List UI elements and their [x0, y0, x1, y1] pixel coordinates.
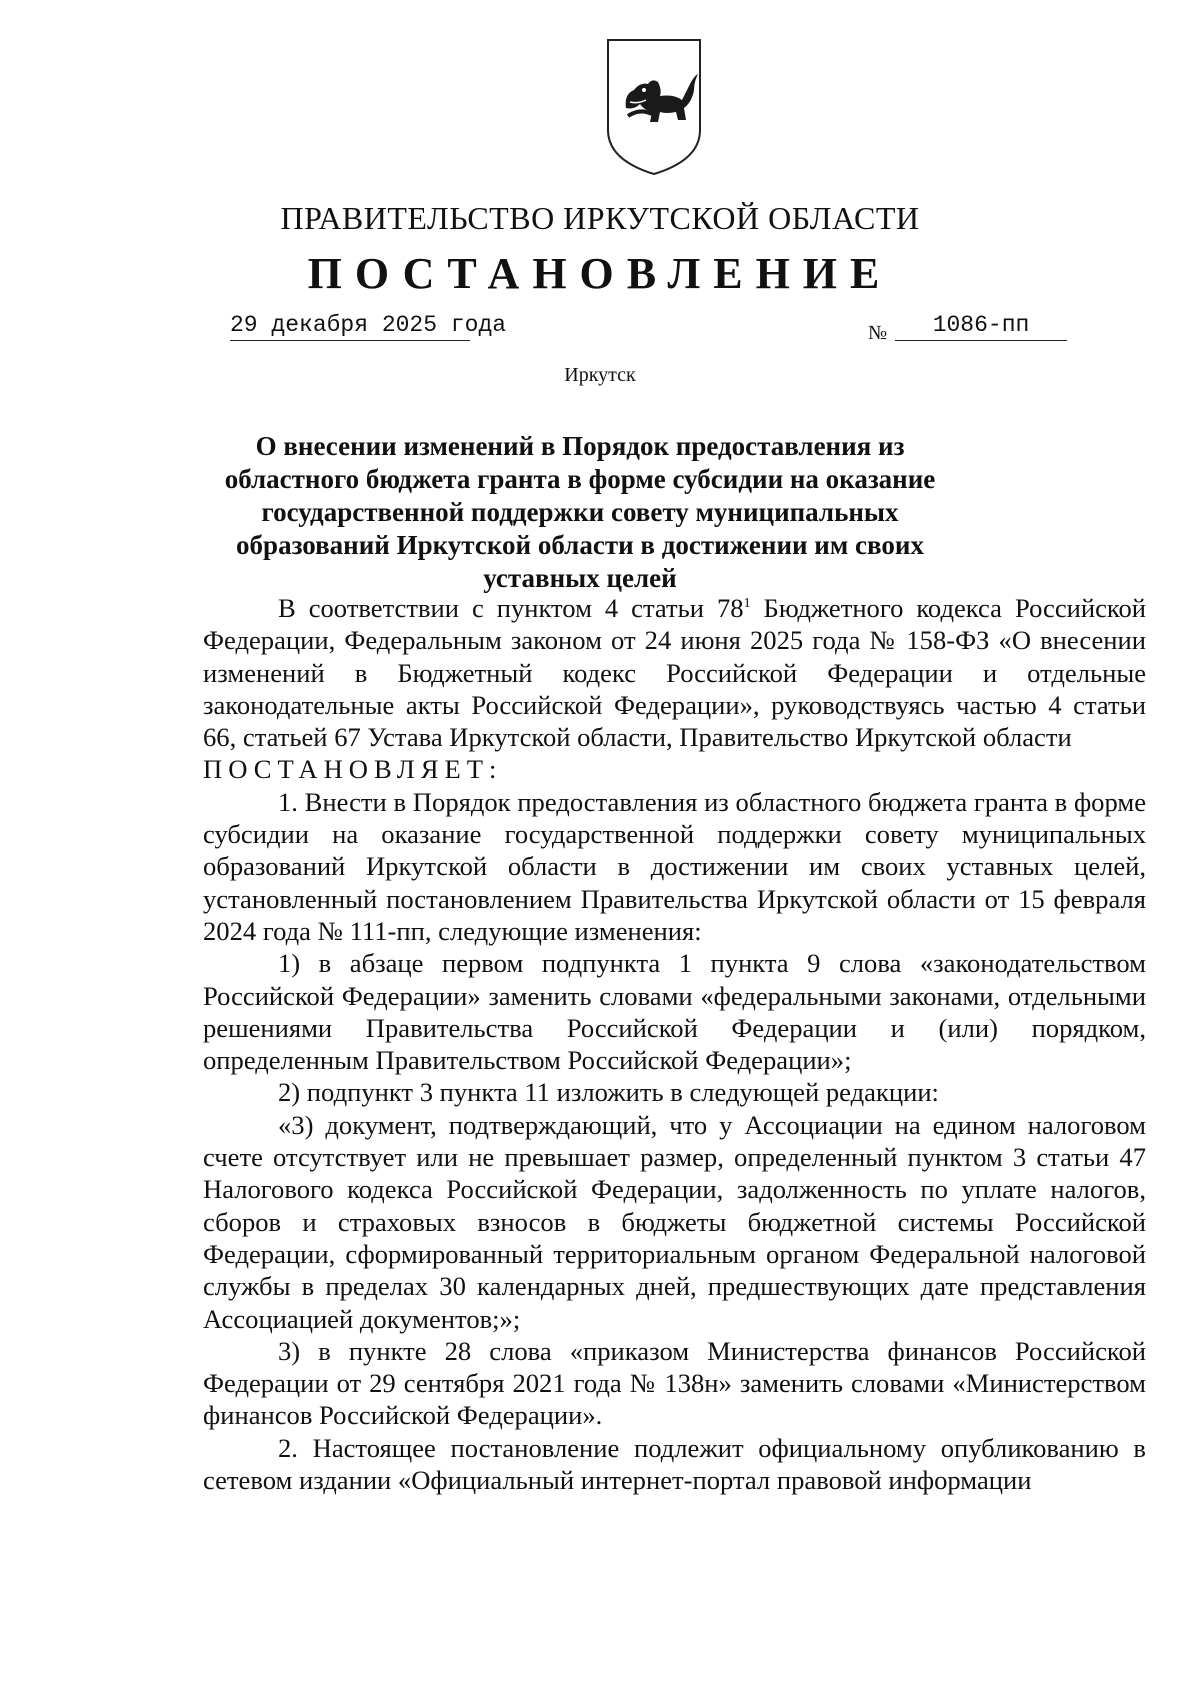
paragraph-1-2: 2) подпункт 3 пункта 11 изложить в следующей редакции: — [278, 1077, 939, 1108]
government-name: ПРАВИТЕЛЬСТВО ИРКУТСКОЙ ОБЛАСТИ — [280, 200, 920, 236]
preamble-text-end: Бюджетного кодекса Российской Федерации, Федеральным законом от 24 июня 2025 года № 158-ФЗ «О внесении изменений в Бюджетный кодекс Российской Федерации и отдельные законодательные акты Российской Федерации», руководствуясь частью 4 статьи 66, статьей 67 Устава Иркутской области, Правительство Иркутской области — [203, 593, 1147, 753]
document-body — [203, 592, 1146, 1496]
paragraph-1: 1. Внести в Порядок предоставления из областного бюджета гранта в форме субсидии на оказание государственной поддержки совету муниципальных образований Иркутской области в достижении им своих уставных целей, установленный постановлением Правительства Иркутской области от 15 февраля 2024 года № 111-пп, следующие изменения: — [203, 786, 1146, 946]
irkutsk-coat-of-arms-icon — [604, 38, 704, 178]
document-date: 29 декабря 2025 года — [230, 312, 470, 341]
document-type: ПОСТАНОВЛЕНИЕ — [307, 249, 893, 298]
paragraph-1-3: 3) в пункте 28 слова «приказом Министерства финансов Российской Федерации от 29 сентября 2021 года № 138н» заменить словами «Министерством финансов Российской Федерации». — [203, 1335, 1146, 1431]
preamble-text-start: В соответствии с пунктом 4 статьи 78 — [278, 593, 744, 623]
preamble-superscript: 1 — [743, 596, 751, 612]
paragraph-1-1: 1) в абзаце первом подпункта 1 пункта 9 слова «законодательством Российской Федерации» заменить словами «федеральными законами, отдельными решениями Правительства Российской Федерации и (или) порядком, определенным Правительством Российской Федерации»; — [203, 948, 1146, 1076]
number-sign: № — [868, 322, 888, 344]
paragraph-2: 2. Настоящее постановление подлежит официальному опубликованию в сетевом издании «Официальный интернет-портал правовой информации — [203, 1432, 1146, 1496]
preamble — [203, 592, 1146, 753]
document-number: 1086-пп — [895, 312, 1067, 341]
document-city: Иркутск — [564, 364, 636, 386]
paragraph-1-2-text: «3) документ, подтверждающий, что у Ассоциации на едином налоговом счете отсутствует или не превышает размер, определенный пунктом 3 статьи 47 Налогового кодекса Российской Федерации, задолженность по уплате налогов, сборов и страховых взносов в бюджеты бюджетной системы Российской Федерации, сформированный территориальным органом Федеральной налоговой службы в пределах 30 календарных дней, предшествующих дате представления Ассоциацией документов;»; — [203, 1109, 1146, 1334]
resolves-heading: ПОСТАНОВЛЯЕТ: — [203, 754, 503, 785]
document-title: О внесении изменений в Порядок предоставления из областного бюджета гранта в форме субсидии на оказание государственной поддержки совету муниципальных образований Иркутской области в достижении им своих уставных целей — [224, 431, 936, 593]
